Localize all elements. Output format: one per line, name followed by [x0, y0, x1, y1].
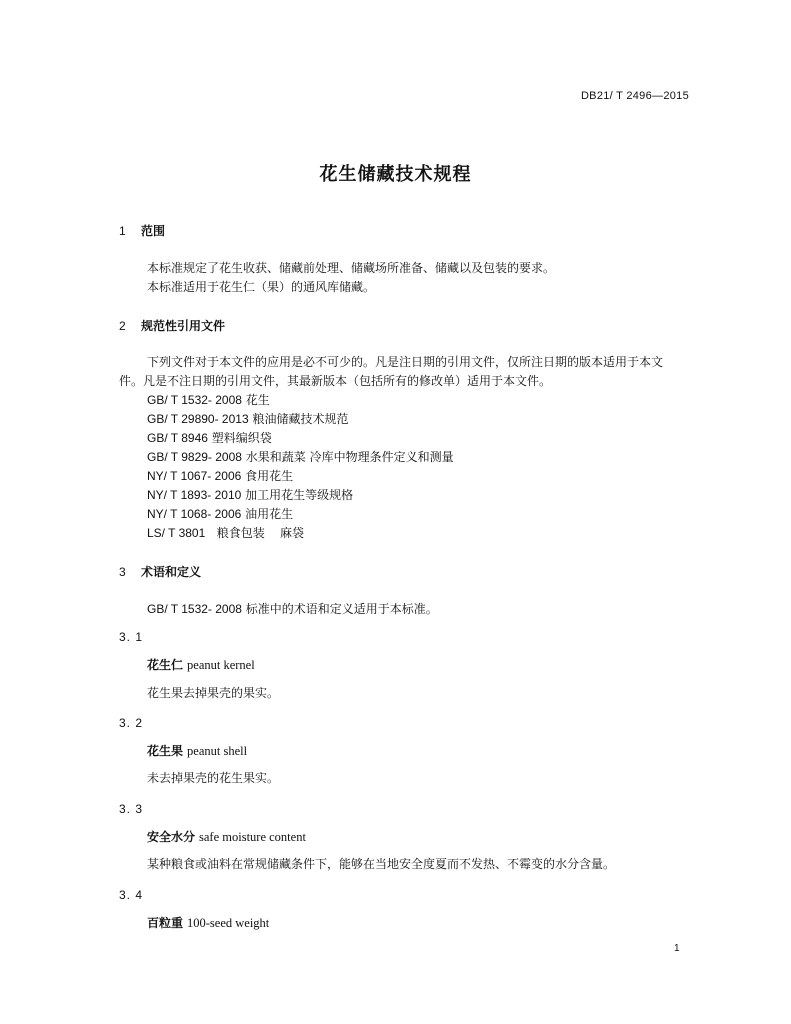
section-number: 1: [119, 224, 126, 238]
standard-number: DB21/ T 2496—2015: [580, 90, 689, 102]
reference-name: 粮食包装 麻袋: [216, 526, 304, 540]
section-2-heading: [119, 317, 225, 334]
term-en: 100-seed weight: [187, 916, 270, 930]
term-heading: [147, 656, 255, 673]
term-heading: [147, 742, 247, 759]
reference-item: [147, 467, 293, 484]
reference-code: NY/ T 1067- 2006: [147, 469, 242, 483]
reference-code: LS/ T 3801: [147, 526, 206, 540]
reference-name: 花生: [245, 393, 270, 407]
reference-name: 塑料编织袋: [211, 431, 272, 445]
section-title: 术语和定义: [141, 565, 202, 579]
reference-name: 粮油储藏技术规范: [252, 412, 349, 426]
reference-item: [147, 391, 270, 408]
reference-item: [147, 505, 293, 522]
term-definition: 未去掉果壳的花生果实。: [147, 771, 280, 785]
reference-item: [147, 486, 353, 503]
term-zh: 花生果: [147, 744, 184, 758]
page-number: 1: [674, 943, 680, 954]
reference-item: [147, 410, 348, 427]
term-definition: 花生果去掉果壳的果实。: [147, 686, 280, 700]
term-zh: 安全水分: [147, 830, 196, 844]
reference-item: [147, 524, 304, 541]
reference-code: NY/ T 1893- 2010: [147, 488, 242, 502]
term-definition: 某种粮食或油料在常规储藏条件下，能够在当地安全度夏而不发热、不霉变的水分含量。: [147, 857, 616, 871]
term-zh: 花生仁: [147, 658, 184, 672]
reference-code: GB/ T 1532- 2008: [147, 393, 242, 407]
reference-code: GB/ T 8946: [147, 431, 208, 445]
section-number: 2: [119, 319, 126, 333]
reference-code: GB/ T 29890- 2013: [147, 412, 249, 426]
terms-intro: [147, 600, 438, 617]
term-number: 3. 2: [119, 716, 144, 730]
reference-code: GB/ T 9829- 2008: [147, 450, 242, 464]
terms-intro-text: 标准中的术语和定义适用于本标准。: [245, 602, 438, 616]
term-en: peanut shell: [187, 744, 248, 758]
term-number: 3. 3: [119, 802, 144, 816]
reference-item: [147, 429, 272, 446]
reference-code: GB/ T 1532- 2008: [147, 602, 242, 616]
document-title: 花生储藏技术规程: [319, 164, 472, 185]
reference-name: 水果和蔬菜 冷库中物理条件定义和测量: [245, 450, 454, 464]
term-number: 3. 1: [119, 630, 144, 644]
reference-code: NY/ T 1068- 2006: [147, 507, 242, 521]
reference-name: 加工用花生等级规格: [245, 488, 354, 502]
term-number: 3. 4: [119, 888, 144, 902]
section-title: 规范性引用文件: [141, 319, 226, 333]
section-3-heading: [119, 563, 201, 580]
term-heading: [147, 828, 306, 845]
references-intro-line-2: 件。凡是不注日期的引用文件，其最新版本（包括所有的修改单）适用于本文件。: [119, 374, 552, 388]
term-en: peanut kernel: [187, 658, 255, 672]
term-en: safe moisture content: [199, 830, 306, 844]
reference-name: 食用花生: [245, 469, 294, 483]
reference-item: [147, 448, 454, 465]
section-title: 范围: [141, 224, 166, 238]
section-1-heading: [119, 222, 165, 239]
section-number: 3: [119, 565, 126, 579]
references-intro-line-1: 下列文件对于本文件的应用是必不可少的。凡是注日期的引用文件，仅所注日期的版本适用于本文: [147, 355, 664, 369]
scope-paragraph-2: 本标准适用于花生仁（果）的通风库储藏。: [147, 280, 376, 294]
reference-name: 油用花生: [245, 507, 294, 521]
scope-paragraph-1: 本标准规定了花生收获、储藏前处理、储藏场所准备、储藏以及包装的要求。: [147, 261, 556, 275]
term-zh: 百粒重: [147, 916, 184, 930]
term-heading: [147, 914, 269, 931]
